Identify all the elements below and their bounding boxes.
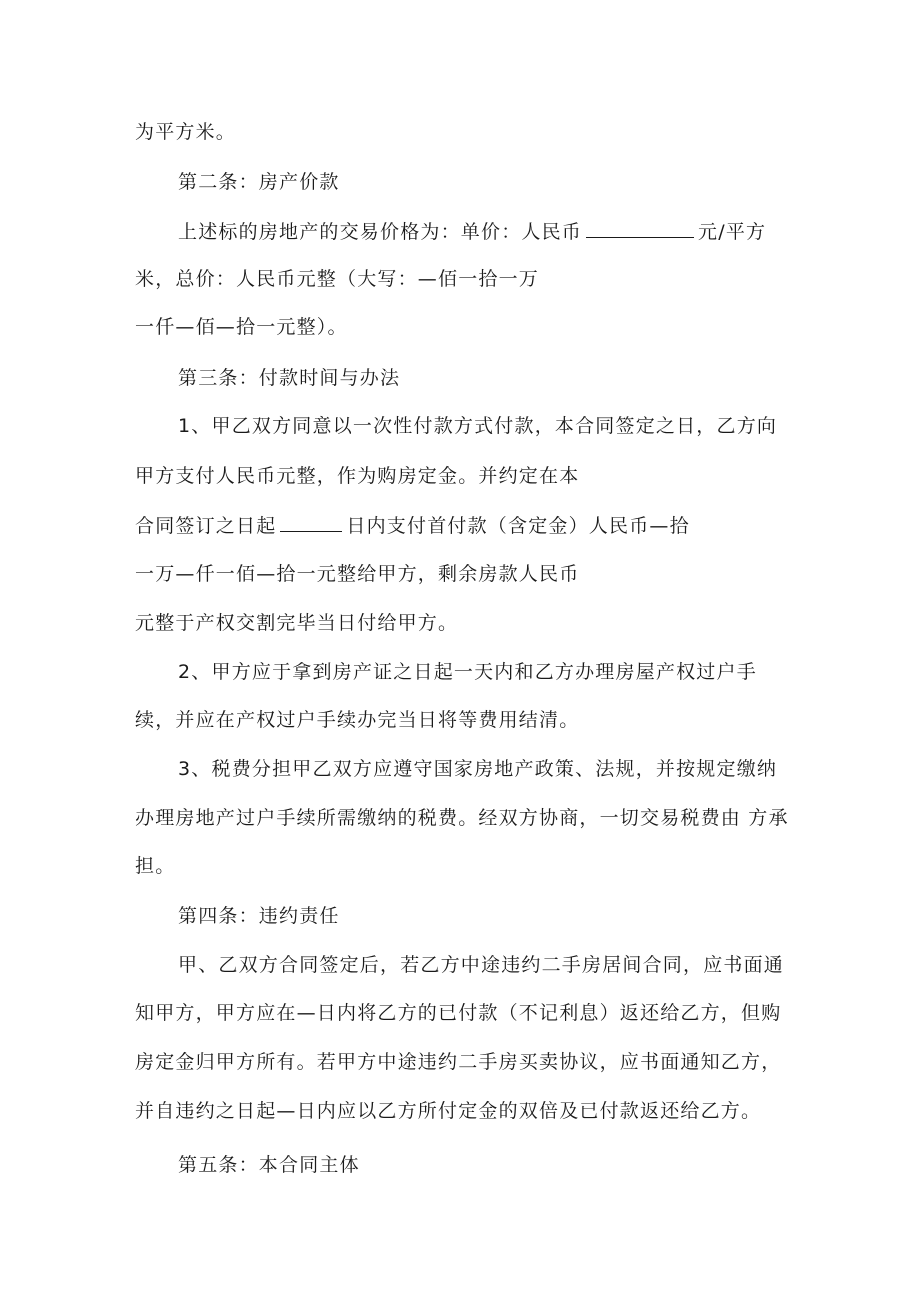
text-line: 知甲方，甲方应在—日内将乙方的已付款（不记利息）返还给乙方，但购 [135, 1002, 782, 1024]
text-line [135, 513, 690, 538]
fill-in-blank [280, 513, 342, 532]
text-line: 为平方米。 [135, 121, 237, 143]
text-segment: 上述标的房地产的交易价格为：单价：人民币 [178, 221, 583, 243]
text-segment: 元/平方 [698, 221, 767, 243]
text-line: 房定金归甲方所有。若甲方中途违约二手房买卖协议，应书面通知乙方， [135, 1051, 782, 1073]
text-segment: 日内支付首付款（含定金）人民币—拾 [346, 515, 690, 537]
text-line: 一万—仟一佰—拾一元整给甲方，剩余房款人民币 [135, 563, 580, 585]
text-line: 续，并应在产权过户手续办完当日将等费用结清。 [135, 709, 580, 731]
section-heading: 第五条：本合同主体 [178, 1154, 360, 1176]
text-line: 一仟—佰—拾一元整）。 [135, 316, 348, 338]
text-line: 2、甲方应于拿到房产证之日起一天内和乙方办理房屋产权过户手 [178, 661, 757, 683]
section-heading: 第三条：付款时间与办法 [178, 367, 401, 389]
text-line: 担。 [135, 855, 176, 877]
text-line: 1、甲乙双方同意以一次性付款方式付款，本合同签定之日，乙方向 [178, 415, 778, 437]
text-line: 办理房地产过户手续所需缴纳的税费。经双方协商，一切交易税费由 方承 [135, 807, 789, 829]
text-line [178, 219, 766, 244]
text-segment: 合同签订之日起 [135, 515, 277, 537]
fill-in-blank [586, 219, 694, 238]
section-heading: 第四条：违约责任 [178, 905, 340, 927]
text-line: 米，总价：人民币元整（大写：—佰一拾一万 [135, 268, 540, 290]
text-line: 元整于产权交割完毕当日付给甲方。 [135, 612, 459, 634]
section-heading: 第二条：房产价款 [178, 171, 340, 193]
text-line: 并自违约之日起—日内应以乙方所付定金的双倍及已付款返还给乙方。 [135, 1100, 762, 1122]
text-line: 3、税费分担甲乙双方应遵守国家房地产政策、法规，并按规定缴纳 [178, 758, 778, 780]
text-line: 甲方支付人民币元整，作为购房定金。并约定在本 [135, 465, 580, 487]
text-line: 甲、乙双方合同签定后，若乙方中途违约二手房居间合同，应书面通 [178, 954, 785, 976]
